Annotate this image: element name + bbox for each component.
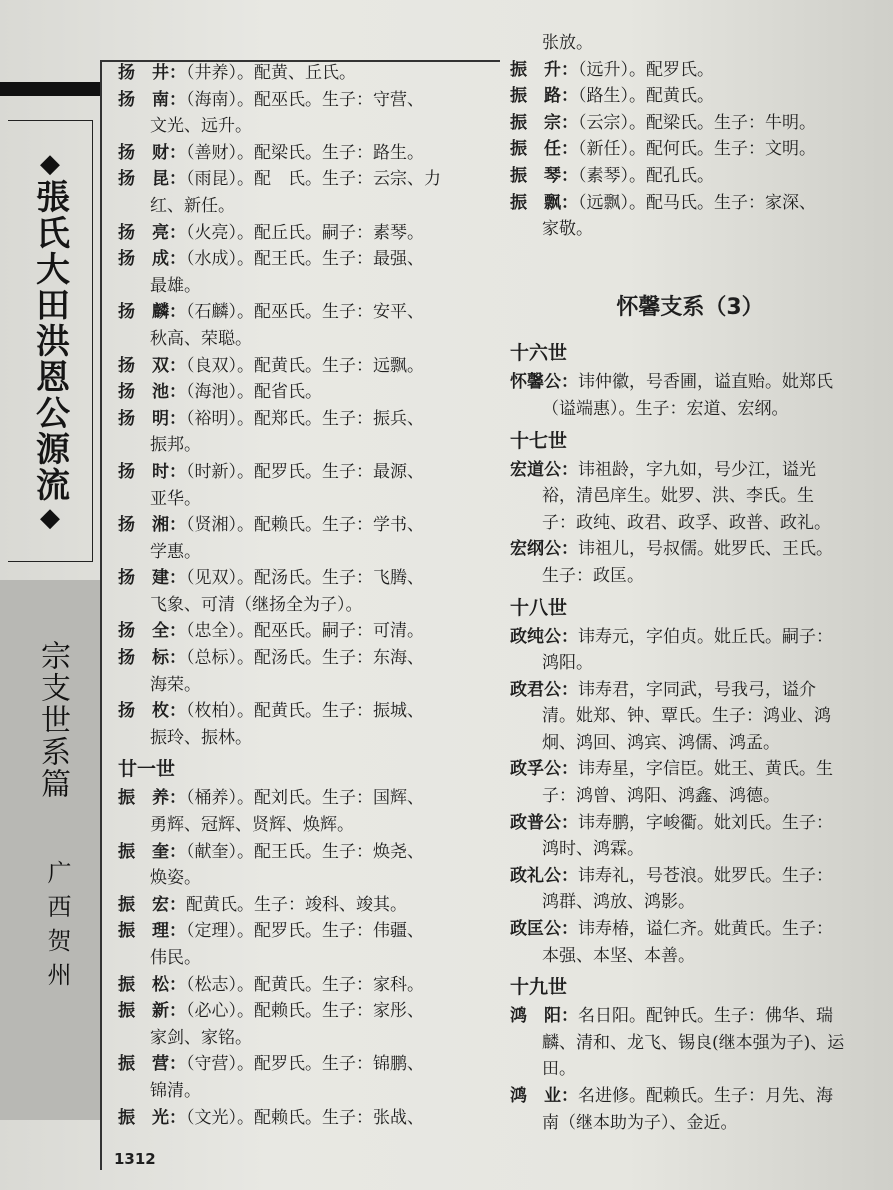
genealogy-entry [118, 299, 488, 352]
entry-continuation: 子：政纯、政君、政孚、政普、政礼。 [542, 512, 831, 533]
genealogy-entry [510, 110, 870, 137]
entry-text: （忠全）。配巫氏。嗣子：可清。 [186, 621, 424, 642]
genealogy-entry [510, 83, 870, 110]
entry-text: （雨昆）。配 氏。生子：云宗、力 [186, 169, 441, 190]
genealogy-entry [510, 369, 870, 422]
genealogy-entry [118, 353, 488, 380]
entry-name: 振 升： [510, 59, 578, 80]
left-column [118, 60, 488, 1131]
margin-rule-vertical [100, 60, 102, 1170]
genealogy-entry [510, 457, 870, 537]
entry-text: （路生）。配黄氏。 [578, 86, 714, 107]
entry-continuation: 飞象、可清（继扬全为子）。 [150, 594, 363, 615]
entry-name: 政君公： [510, 679, 578, 700]
entry-text: 讳寿礼，号苍浪。妣罗氏。生子： [578, 865, 833, 886]
genealogy-entry [118, 459, 488, 512]
entry-name: 扬 亮： [118, 222, 186, 243]
entry-text: （松志）。配黄氏。生子：家科。 [186, 974, 424, 995]
entry-continuation: 田。 [542, 1059, 576, 1080]
entry-text: 讳祖龄，字九如，号少江，谥光 [578, 459, 816, 480]
entry-text: （远升）。配罗氏。 [578, 59, 714, 80]
genealogy-entry [118, 166, 488, 219]
entry-text: （海南）。配巫氏。生子：守营、 [186, 89, 424, 110]
entry-text: （定理）。配罗氏。生子：伟疆、 [186, 921, 424, 942]
genealogy-entry [118, 512, 488, 565]
entry-text: （火亮）。配丘氏。嗣子：素琴。 [186, 222, 424, 243]
diamond-top-icon: ◆ [40, 149, 60, 179]
entry-continuation: 清。妣郑、钟、覃氏。生子：鸿业、鸿 [542, 706, 831, 727]
entry-text: （时新）。配罗氏。生子：最源、 [186, 461, 424, 482]
entry-name: 政纯公： [510, 626, 578, 647]
entry-name: 政孚公： [510, 759, 578, 780]
entry-text: 讳寿椿，谥仁齐。妣黄氏。生子： [578, 919, 833, 940]
entry-continuation: 锦清。 [150, 1080, 201, 1101]
entry-continuation: 麟、清和、龙飞、锡良(继本强为子)、运 [542, 1032, 845, 1053]
genealogy-entry [510, 57, 870, 84]
genealogy-entry [510, 163, 870, 190]
genealogy-entry [118, 1051, 488, 1104]
entry-continuation: 家敬。 [542, 219, 593, 240]
carry-over-text: 张放。 [542, 33, 593, 53]
genealogy-entry [118, 698, 488, 751]
entry-name: 扬 成： [118, 249, 186, 270]
genealogy-entry [510, 863, 870, 916]
entry-continuation: 本强、本坚、本善。 [542, 945, 695, 966]
entry-name: 振 新： [118, 1001, 186, 1022]
entry-text: （云宗）。配梁氏。生子：牛明。 [578, 112, 816, 133]
generation-heading: 十六世 [510, 342, 568, 365]
entry-text: （枚柏）。配黄氏。生子：振城、 [186, 701, 424, 722]
section-heading: 怀馨支系（3） [616, 294, 764, 320]
entry-continuation: 焕姿。 [150, 868, 201, 889]
entry-continuation: 振邦。 [150, 435, 201, 456]
genealogy-entry [118, 972, 488, 999]
entry-continuation: 振玲、振林。 [150, 727, 252, 748]
entry-name: 扬 昆： [118, 169, 186, 190]
entry-text: （新任）。配何氏。生子：文明。 [578, 139, 816, 160]
entry-continuation: 鸿时、鸿霖。 [542, 839, 644, 860]
entry-text: 配黄氏。生子：竣科、竣其。 [186, 894, 407, 915]
entry-name: 扬 建： [118, 568, 186, 589]
entry-text: 讳仲徽，号香圃，谥直贻。妣郑氏 [578, 372, 833, 393]
genealogy-entry [510, 756, 870, 809]
genealogy-entry [118, 565, 488, 618]
entry-name: 扬 全： [118, 621, 186, 642]
entry-continuation: 最雄。 [150, 275, 201, 296]
entry-continuation: 鸿群、鸿放、鸿影。 [542, 892, 695, 913]
entry-name: 扬 枚： [118, 701, 186, 722]
genealogy-entry [118, 892, 488, 919]
generation-heading: 十九世 [510, 976, 568, 999]
entry-name: 扬 麟： [118, 302, 186, 323]
entry-text: （文光）。配赖氏。生子：张战、 [186, 1107, 424, 1128]
entry-name: 振 路： [510, 86, 578, 107]
entry-text: （善财）。配梁氏。生子：路生。 [186, 142, 424, 163]
entry-name: 扬 财： [118, 142, 186, 163]
entry-continuation: （谥端惠）。生子：宏道、宏纲。 [542, 398, 789, 419]
entry-text: 讳寿元，字伯贞。妣丘氏。嗣子： [578, 626, 833, 647]
entry-text: （必心）。配赖氏。生子：家彤、 [186, 1001, 424, 1022]
entry-continuation: 文光、远升。 [150, 116, 252, 137]
genealogy-entry [118, 839, 488, 892]
entry-name: 扬 明： [118, 408, 186, 429]
entry-continuation: 学惠。 [150, 541, 201, 562]
genealogy-entry [510, 624, 870, 677]
genealogy-entry [118, 785, 488, 838]
entry-continuation: 裕，清邑庠生。妣罗、洪、李氏。生 [542, 486, 814, 507]
genealogy-entry [118, 998, 488, 1051]
entry-text: （贤湘）。配赖氏。生子：学书、 [186, 515, 424, 536]
entry-name: 振 营： [118, 1054, 186, 1075]
entry-text: 讳寿鹏，字峻衢。妣刘氏。生子： [578, 812, 833, 833]
entry-name: 振 琴： [510, 165, 578, 186]
entry-continuation: 海荣。 [150, 674, 201, 695]
genealogy-entry [118, 406, 488, 459]
genealogy-entry [510, 190, 870, 243]
entry-name: 宏纲公： [510, 539, 578, 560]
entry-continuation: 鸿阳。 [542, 653, 593, 674]
entry-name: 扬 时： [118, 461, 186, 482]
diamond-bottom-icon: ◆ [40, 503, 60, 533]
genealogy-entry [118, 140, 488, 167]
entry-name: 振 宗： [510, 112, 578, 133]
entry-text: （桶养）。配刘氏。生子：国辉、 [186, 788, 424, 809]
genealogy-entry [510, 1083, 870, 1136]
entry-name: 扬 池： [118, 382, 186, 403]
entry-text: （守营）。配罗氏。生子：锦鹏、 [186, 1054, 424, 1075]
generation-heading: 十八世 [510, 596, 568, 619]
side-bar [0, 60, 100, 1140]
entry-continuation: 红、新任。 [150, 195, 235, 216]
sidebar-black-band [0, 82, 100, 96]
entry-text: （石麟）。配巫氏。生子：安平、 [186, 302, 424, 323]
generation-heading: 十七世 [510, 429, 568, 452]
entry-name: 扬 南： [118, 89, 186, 110]
entry-continuation: 伟民。 [150, 948, 201, 968]
entry-text: （良双）。配黄氏。生子：远飘。 [186, 355, 424, 376]
entry-text: 讳祖儿，号叔儒。妣罗氏、王氏。 [578, 539, 833, 560]
entry-name: 怀馨公： [510, 372, 578, 393]
entry-name: 宏道公： [510, 459, 578, 480]
entry-name: 振 飘： [510, 192, 578, 213]
entry-continuation: 秋高、荣聪。 [150, 328, 252, 349]
genealogy-entry [118, 379, 488, 406]
genealogy-entry [118, 918, 488, 971]
entry-text: （远飘）。配马氏。生子：家深、 [578, 192, 816, 213]
entry-continuation: 炯、鸿回、鸿宾、鸿儒、鸿孟。 [542, 732, 780, 753]
entry-continuation: 家剑、家铭。 [150, 1027, 252, 1048]
entry-text: （见双）。配汤氏。生子：飞腾、 [186, 568, 424, 589]
entry-text: （献奎）。配王氏。生子：焕尧、 [186, 841, 424, 862]
right-column [510, 30, 870, 1136]
entry-name: 振 松： [118, 974, 186, 995]
book-title: 張氏大田洪恩公源流 [29, 179, 70, 503]
entry-text: （素琴）。配孔氏。 [578, 165, 714, 186]
genealogy-entry [118, 645, 488, 698]
genealogy-entry [118, 1105, 488, 1132]
entry-continuation: 南（继本助为子）、金近。 [542, 1112, 738, 1133]
entry-text: 名进修。配赖氏。生子：月先、海 [578, 1086, 833, 1106]
entry-text: （总标）。配汤氏。生子：东海、 [186, 648, 424, 669]
entry-text: （裕明）。配郑氏。生子：振兵、 [186, 408, 424, 429]
genealogy-entry [118, 618, 488, 645]
genealogy-entry [118, 60, 488, 87]
entry-name: 振 养： [118, 788, 186, 809]
genealogy-entry [510, 916, 870, 969]
entry-name: 政普公： [510, 812, 578, 833]
genealogy-entry [510, 536, 870, 589]
entry-name: 鸿 业： [510, 1086, 578, 1106]
entry-text: （水成）。配王氏。生子：最强、 [186, 249, 424, 270]
entry-name: 政礼公： [510, 865, 578, 886]
genealogy-entry [118, 246, 488, 299]
genealogy-entry [118, 87, 488, 140]
entry-text: 讳寿星，字信臣。妣王、黄氏。生 [578, 759, 833, 780]
entry-continuation: 亚华。 [150, 488, 201, 509]
entry-name: 振 宏： [118, 894, 186, 915]
entry-name: 振 奎： [118, 841, 186, 862]
entry-name: 鸿 阳： [510, 1006, 578, 1027]
book-title-box [8, 120, 93, 562]
generation-heading: 廿一世 [118, 758, 176, 781]
entry-name: 振 理： [118, 921, 186, 942]
entry-name: 扬 双： [118, 355, 186, 376]
entry-name: 政匡公： [510, 919, 578, 940]
entry-name: 振 任： [510, 139, 578, 160]
page-number: 1312 [114, 1150, 156, 1168]
entry-name: 振 光： [118, 1107, 186, 1128]
genealogy-entry [510, 677, 870, 757]
entry-continuation: 子：鸿曾、鸿阳、鸿鑫、鸿德。 [542, 786, 780, 807]
entry-text: 讳寿君，字同武，号我弓，谥介 [578, 679, 816, 700]
genealogy-entry [118, 220, 488, 247]
entry-continuation: 生子：政匡。 [542, 565, 644, 586]
entry-name: 扬 湘： [118, 515, 186, 536]
genealogy-entry [510, 810, 870, 863]
entry-name: 扬 井： [118, 63, 186, 83]
genealogy-entry [510, 1003, 870, 1083]
entry-text: 名日阳。配钟氏。生子：佛华、瑞 [578, 1006, 833, 1027]
entry-text: （海池）。配省氏。 [186, 382, 322, 403]
entry-continuation: 勇辉、冠辉、贤辉、焕辉。 [150, 815, 354, 836]
region-name: 广西贺州 [43, 860, 71, 996]
entry-text: （井养）。配黄、丘氏。 [186, 63, 356, 83]
section-name: 宗支世系篇 [35, 640, 70, 800]
entry-name: 扬 标： [118, 648, 186, 669]
genealogy-entry [510, 136, 870, 163]
